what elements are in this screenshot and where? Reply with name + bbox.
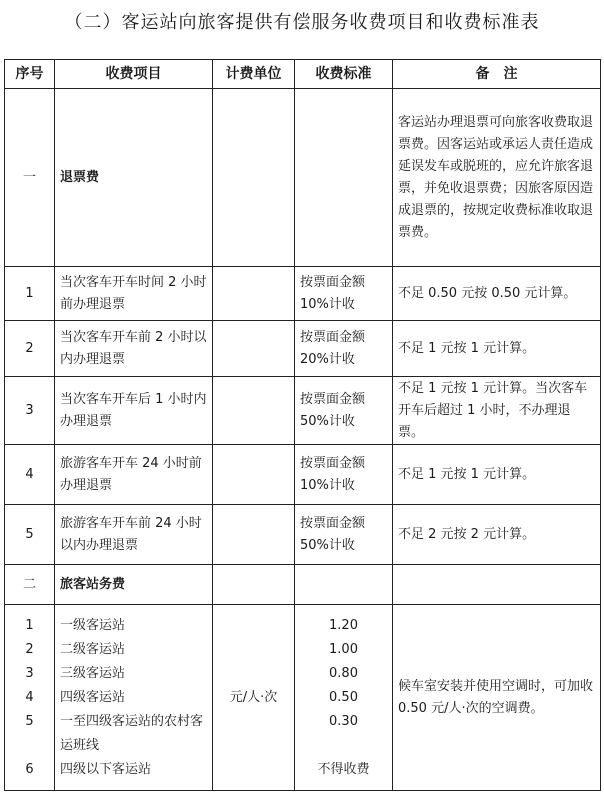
- row-note: 不足 1 元按 1 元计算。当次客车开车后超过 1 小时，不办理退票。: [393, 377, 601, 445]
- row-note: 不足 1 元按 1 元计算。: [393, 321, 601, 377]
- section-standard: [295, 565, 393, 605]
- row-standard: 不得收费: [317, 761, 370, 777]
- table-row: [5, 321, 601, 377]
- row-unit: [213, 321, 295, 377]
- section-note: [393, 565, 601, 605]
- row-no: 1: [25, 617, 34, 633]
- row-standard: 0.50: [329, 689, 358, 705]
- row-standard: 按票面金额10%计收: [295, 267, 393, 321]
- section-no: 二: [5, 565, 55, 605]
- section-no: 一: [5, 89, 55, 267]
- row-unit: [213, 505, 295, 565]
- row-no: 2: [5, 321, 55, 377]
- table-row: [5, 445, 601, 505]
- row-standard: 0.30: [329, 713, 358, 729]
- row-item: 当次客车开车后 1 小时内办理退票: [55, 377, 213, 445]
- header-standard: 收费标准: [295, 60, 393, 89]
- row-no: 5: [5, 505, 55, 565]
- station-standards: [295, 605, 393, 791]
- header-note: 备 注: [393, 60, 601, 89]
- row-item: 二级客运站: [60, 641, 126, 657]
- row-no: 4: [25, 689, 34, 705]
- row-standard: 按票面金额10%计收: [295, 445, 393, 505]
- section-unit: [213, 89, 295, 267]
- table-row: [5, 377, 601, 445]
- section-row-station: [5, 565, 601, 605]
- row-note: 不足 0.50 元按 0.50 元计算。: [393, 267, 601, 321]
- row-note: 不足 2 元按 2 元计算。: [393, 505, 601, 565]
- row-no: 3: [5, 377, 55, 445]
- row-note: 不足 1 元按 1 元计算。: [393, 445, 601, 505]
- section-item: 退票费: [55, 89, 213, 267]
- station-items: [55, 605, 213, 791]
- row-no: 2: [25, 641, 34, 657]
- header-no: 序号: [5, 60, 55, 89]
- station-note: 候车室安装并使用空调时，可加收 0.50 元/人·次的空调费。: [393, 605, 601, 791]
- row-unit: [213, 445, 295, 505]
- row-standard: 按票面金额50%计收: [295, 377, 393, 445]
- row-no-spacer: [10, 734, 49, 758]
- row-item: 一级客运站: [60, 617, 126, 633]
- row-unit: [213, 377, 295, 445]
- row-item: 一至四级客运站的农村客运班线: [60, 713, 204, 753]
- fee-table: [4, 59, 601, 791]
- row-unit: [213, 267, 295, 321]
- row-no: 1: [5, 267, 55, 321]
- row-standard: 按票面金额50%计收: [295, 505, 393, 565]
- station-unit: 元/人·次: [213, 605, 295, 791]
- table-row: [5, 267, 601, 321]
- section-unit: [213, 565, 295, 605]
- row-standard: 1.00: [329, 641, 358, 657]
- row-item: 四级客运站: [60, 689, 126, 705]
- table-row: [5, 505, 601, 565]
- row-item: 当次客车开车前 2 小时以内办理退票: [55, 321, 213, 377]
- row-item: 旅游客车开车前 24 小时以内办理退票: [55, 505, 213, 565]
- section-note: 客运站办理退票可向旅客收费取退票费。因客运站或承运人责任造成延误发车或脱班的，应允许旅客退票，并免收退票费；因旅客原因造成退票的，按规定收费标准收取退票费。: [393, 89, 601, 267]
- row-standard: 1.20: [329, 617, 358, 633]
- header-item: 收费项目: [55, 60, 213, 89]
- row-standard-spacer: [300, 734, 387, 758]
- row-no: 3: [25, 665, 34, 681]
- row-standard: 0.80: [329, 665, 358, 681]
- row-item: 当次客车开车时间 2 小时前办理退票: [55, 267, 213, 321]
- row-item: 四级以下客运站: [60, 761, 152, 777]
- row-no: 6: [25, 761, 34, 777]
- row-no: 5: [25, 713, 34, 729]
- station-nos: [5, 605, 55, 791]
- row-standard: 按票面金额20%计收: [295, 321, 393, 377]
- section-standard: [295, 89, 393, 267]
- page-title: （二）客运站向旅客提供有偿服务收费项目和收费标准表: [64, 12, 540, 33]
- section-item: 旅客站务费: [55, 565, 213, 605]
- station-fee-row: [5, 605, 601, 791]
- table-header-row: [5, 60, 601, 89]
- row-item: 三级客运站: [60, 665, 126, 681]
- header-unit: 计费单位: [213, 60, 295, 89]
- section-row-refund: [5, 89, 601, 267]
- row-no: 4: [5, 445, 55, 505]
- row-item: 旅游客车开车 24 小时前办理退票: [55, 445, 213, 505]
